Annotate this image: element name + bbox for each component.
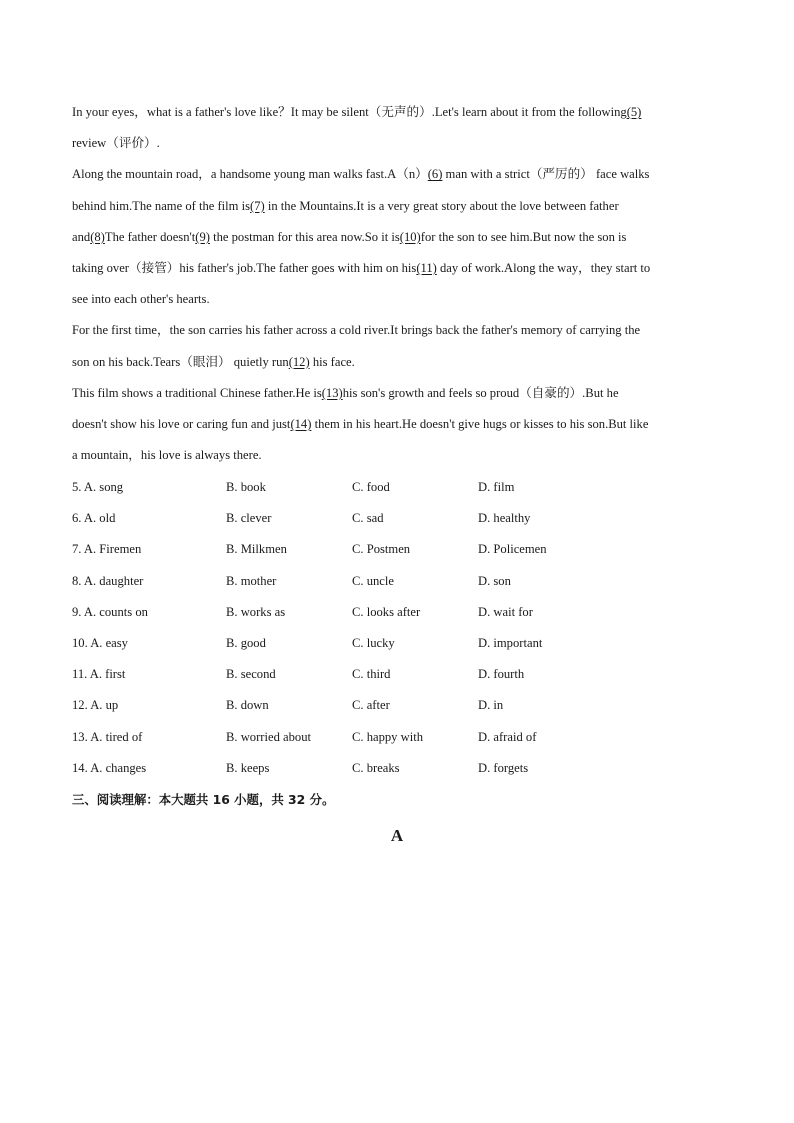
question-row bbox=[72, 570, 722, 601]
blank-11: (11) bbox=[416, 260, 437, 275]
cloze-passage bbox=[72, 101, 722, 475]
passage-line bbox=[72, 163, 722, 194]
passage-text: review（评价）. bbox=[72, 136, 160, 151]
option-b: B. worried about bbox=[226, 729, 311, 744]
passage-text: and bbox=[72, 229, 91, 244]
passage-line bbox=[72, 444, 722, 475]
passage-line bbox=[72, 101, 722, 132]
passage-text: This film shows a traditional Chinese father.He is bbox=[72, 385, 322, 400]
passage-text: behind him.The name of the film is bbox=[72, 198, 251, 213]
passage-text: see into each other's hearts. bbox=[72, 292, 210, 307]
passage-text: man with a strict（严厉的） face walks bbox=[442, 167, 650, 182]
option-b: B. keeps bbox=[226, 760, 270, 775]
blank-9: (9) bbox=[195, 229, 210, 244]
passage-text: The father doesn't bbox=[104, 229, 196, 244]
option-b: B. down bbox=[226, 698, 269, 713]
passage-text: the postman for this area now.So it is bbox=[209, 229, 400, 244]
passage-text: doesn't show his love or caring fun and just bbox=[72, 416, 291, 431]
option-a: 10. A. easy bbox=[72, 635, 128, 650]
passage-heading: A bbox=[390, 826, 404, 845]
passage-text: In your eyes，what is a father's love like？It may be silent（无声的）.Let's learn about it from the following bbox=[72, 105, 627, 119]
option-d: D. wait for bbox=[478, 604, 533, 619]
passage-line bbox=[72, 257, 722, 288]
option-a: 6. A. old bbox=[72, 511, 116, 526]
passage-line bbox=[72, 132, 722, 163]
option-d: D. in bbox=[478, 698, 504, 713]
passage-text: his face. bbox=[309, 354, 355, 369]
passage-text: them in his heart.He doesn't give hugs or kisses to his son.But like bbox=[311, 416, 649, 431]
option-b: B. second bbox=[226, 667, 276, 682]
blank-5: (5) bbox=[626, 105, 642, 119]
option-b: B. works as bbox=[226, 604, 286, 619]
passage-line bbox=[72, 382, 722, 413]
option-c: C. breaks bbox=[352, 760, 400, 775]
question-row bbox=[72, 632, 722, 663]
passage-text: son on his back.Tears（眼泪） quietly run bbox=[72, 354, 289, 369]
passage-text: for the son to see him.But now the son is bbox=[420, 229, 627, 244]
option-d: D. afraid of bbox=[478, 729, 537, 744]
option-d: D. film bbox=[478, 480, 515, 494]
option-d: D. son bbox=[478, 573, 511, 588]
option-d: D. Policemen bbox=[478, 542, 547, 557]
option-a: 9. A. counts on bbox=[72, 604, 148, 619]
question-row bbox=[72, 601, 722, 632]
passage-line bbox=[72, 319, 722, 350]
option-a: 11. A. first bbox=[72, 667, 126, 682]
passage-text: a mountain，his love is always there. bbox=[72, 448, 262, 463]
option-a: 12. A. up bbox=[72, 698, 119, 713]
question-row bbox=[72, 538, 722, 569]
question-row bbox=[72, 507, 722, 538]
question-row bbox=[72, 694, 722, 725]
option-c: C. after bbox=[352, 698, 390, 713]
option-c: C. uncle bbox=[352, 573, 394, 588]
option-c: C. food bbox=[352, 480, 390, 494]
question-row bbox=[72, 663, 722, 694]
blank-14: (14) bbox=[290, 416, 312, 431]
blank-6: (6) bbox=[427, 167, 443, 182]
passage-line bbox=[72, 226, 722, 257]
blank-13: (13) bbox=[321, 385, 343, 400]
question-row bbox=[72, 476, 722, 507]
blank-7: (7) bbox=[250, 198, 265, 213]
option-a: 13. A. tired of bbox=[72, 729, 143, 744]
passage-line bbox=[72, 351, 722, 382]
option-a: 5. A. song bbox=[72, 480, 124, 494]
question-options bbox=[72, 476, 722, 788]
option-b: B. good bbox=[226, 635, 266, 650]
option-d: D. healthy bbox=[478, 511, 531, 526]
passage-text: day of work.Along the way，they start to bbox=[436, 260, 651, 275]
option-a: 14. A. changes bbox=[72, 760, 147, 775]
option-b: B. clever bbox=[226, 511, 272, 526]
option-c: C. third bbox=[352, 667, 391, 682]
passage-text: For the first time，the son carries his father across a cold river.It brings back the father's memory of carrying the bbox=[72, 323, 641, 338]
option-d: D. important bbox=[478, 635, 543, 650]
option-b: B. book bbox=[226, 480, 266, 494]
passage-line bbox=[72, 413, 722, 444]
option-a: 7. A. Firemen bbox=[72, 542, 142, 557]
question-row bbox=[72, 757, 722, 788]
blank-12: (12) bbox=[288, 354, 310, 369]
section-title: 三、阅读理解：本大题共 16 小题，共 32 分。 bbox=[72, 792, 335, 807]
option-c: C. Postmen bbox=[352, 542, 411, 557]
passage-text: in the Mountains.It is a very great story about the love between father bbox=[264, 198, 619, 213]
option-b: B. Milkmen bbox=[226, 542, 287, 557]
blank-8: (8) bbox=[90, 229, 105, 244]
passage-text: his son's growth and feels so proud（自豪的）.But he bbox=[342, 385, 619, 400]
option-c: C. lucky bbox=[352, 635, 395, 650]
option-c: C. looks after bbox=[352, 604, 421, 619]
option-a: 8. A. daughter bbox=[72, 573, 144, 588]
passage-line bbox=[72, 195, 722, 226]
question-row bbox=[72, 726, 722, 757]
passage-text: taking over（接管）his father's job.The father goes with him on his bbox=[72, 260, 417, 275]
option-d: D. fourth bbox=[478, 667, 525, 682]
option-c: C. happy with bbox=[352, 729, 424, 744]
option-c: C. sad bbox=[352, 511, 384, 526]
option-d: D. forgets bbox=[478, 760, 529, 775]
passage-line bbox=[72, 288, 722, 319]
passage-text: Along the mountain road，a handsome young man walks fast.A（n） bbox=[72, 167, 428, 182]
option-b: B. mother bbox=[226, 573, 277, 588]
blank-10: (10) bbox=[399, 229, 421, 244]
